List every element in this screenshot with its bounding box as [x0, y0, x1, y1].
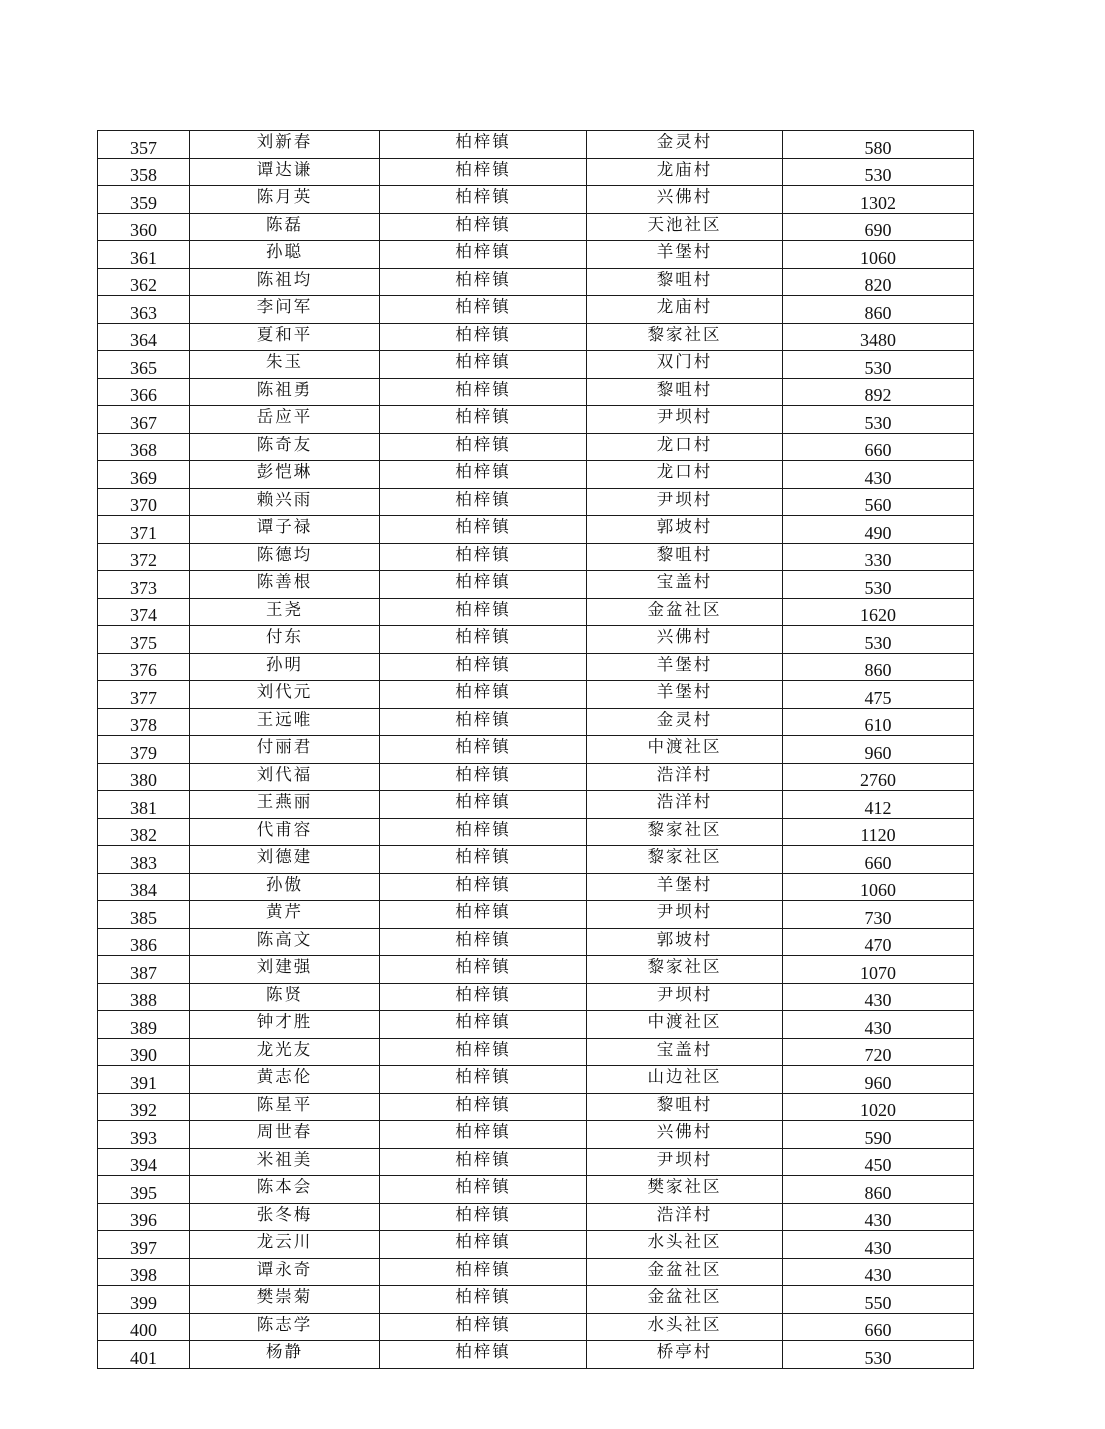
- village-cell: 黎家社区: [587, 846, 783, 874]
- amount-cell: 660: [783, 433, 974, 461]
- row-number-cell: 358: [98, 158, 190, 186]
- amount-cell: 892: [783, 378, 974, 406]
- amount-cell: 860: [783, 1176, 974, 1204]
- name-cell: 李问军: [190, 296, 380, 324]
- town-cell: 柏梓镇: [380, 1341, 587, 1369]
- row-number-cell: 357: [98, 131, 190, 159]
- town-cell: 柏梓镇: [380, 241, 587, 269]
- village-cell: 水头社区: [587, 1231, 783, 1259]
- town-cell: 柏梓镇: [380, 268, 587, 296]
- amount-cell: 470: [783, 928, 974, 956]
- amount-cell: 730: [783, 901, 974, 929]
- row-number-cell: 382: [98, 818, 190, 846]
- name-cell: 陈磊: [190, 213, 380, 241]
- village-cell: 尹坝村: [587, 983, 783, 1011]
- town-cell: 柏梓镇: [380, 653, 587, 681]
- town-cell: 柏梓镇: [380, 901, 587, 929]
- table-row: [98, 213, 974, 241]
- table-row: [98, 708, 974, 736]
- village-cell: 龙庙村: [587, 158, 783, 186]
- row-number-cell: 390: [98, 1038, 190, 1066]
- name-cell: 付东: [190, 626, 380, 654]
- town-cell: 柏梓镇: [380, 1176, 587, 1204]
- amount-cell: 590: [783, 1121, 974, 1149]
- table-row: [98, 736, 974, 764]
- village-cell: 双门村: [587, 351, 783, 379]
- name-cell: 龙云川: [190, 1231, 380, 1259]
- name-cell: 刘代福: [190, 763, 380, 791]
- row-number-cell: 384: [98, 873, 190, 901]
- row-number-cell: 373: [98, 571, 190, 599]
- amount-cell: 820: [783, 268, 974, 296]
- row-number-cell: 385: [98, 901, 190, 929]
- town-cell: 柏梓镇: [380, 543, 587, 571]
- table-row: [98, 186, 974, 214]
- town-cell: 柏梓镇: [380, 736, 587, 764]
- row-number-cell: 396: [98, 1203, 190, 1231]
- name-cell: 陈贤: [190, 983, 380, 1011]
- amount-cell: 860: [783, 653, 974, 681]
- name-cell: 陈星平: [190, 1093, 380, 1121]
- name-cell: 陈志学: [190, 1313, 380, 1341]
- town-cell: 柏梓镇: [380, 708, 587, 736]
- town-cell: 柏梓镇: [380, 791, 587, 819]
- row-number-cell: 383: [98, 846, 190, 874]
- row-number-cell: 364: [98, 323, 190, 351]
- village-cell: 郭坡村: [587, 928, 783, 956]
- amount-cell: 2760: [783, 763, 974, 791]
- table-row: [98, 598, 974, 626]
- town-cell: 柏梓镇: [380, 158, 587, 186]
- amount-cell: 530: [783, 626, 974, 654]
- amount-cell: 530: [783, 406, 974, 434]
- name-cell: 周世春: [190, 1121, 380, 1149]
- amount-cell: 430: [783, 1231, 974, 1259]
- table-row: [98, 323, 974, 351]
- village-cell: 黎咀村: [587, 378, 783, 406]
- table-row: [98, 1011, 974, 1039]
- row-number-cell: 391: [98, 1066, 190, 1094]
- town-cell: 柏梓镇: [380, 186, 587, 214]
- amount-cell: 1060: [783, 873, 974, 901]
- name-cell: 张冬梅: [190, 1203, 380, 1231]
- village-cell: 羊堡村: [587, 653, 783, 681]
- town-cell: 柏梓镇: [380, 213, 587, 241]
- roster-table: [97, 130, 974, 1369]
- amount-cell: 530: [783, 1341, 974, 1369]
- amount-cell: 550: [783, 1286, 974, 1314]
- amount-cell: 450: [783, 1148, 974, 1176]
- village-cell: 浩洋村: [587, 763, 783, 791]
- town-cell: 柏梓镇: [380, 1148, 587, 1176]
- table-row: [98, 461, 974, 489]
- name-cell: 陈德均: [190, 543, 380, 571]
- village-cell: 樊家社区: [587, 1176, 783, 1204]
- row-number-cell: 362: [98, 268, 190, 296]
- town-cell: 柏梓镇: [380, 488, 587, 516]
- amount-cell: 430: [783, 1203, 974, 1231]
- village-cell: 黎家社区: [587, 956, 783, 984]
- village-cell: 黎家社区: [587, 323, 783, 351]
- town-cell: 柏梓镇: [380, 928, 587, 956]
- table-row: [98, 1066, 974, 1094]
- village-cell: 天池社区: [587, 213, 783, 241]
- table-row: [98, 1203, 974, 1231]
- name-cell: 米祖美: [190, 1148, 380, 1176]
- amount-cell: 530: [783, 158, 974, 186]
- village-cell: 兴佛村: [587, 626, 783, 654]
- village-cell: 尹坝村: [587, 406, 783, 434]
- row-number-cell: 401: [98, 1341, 190, 1369]
- amount-cell: 475: [783, 681, 974, 709]
- name-cell: 黄志伦: [190, 1066, 380, 1094]
- table-row: [98, 983, 974, 1011]
- amount-cell: 430: [783, 983, 974, 1011]
- amount-cell: 660: [783, 846, 974, 874]
- table-row: [98, 1176, 974, 1204]
- row-number-cell: 367: [98, 406, 190, 434]
- village-cell: 黎咀村: [587, 268, 783, 296]
- town-cell: 柏梓镇: [380, 433, 587, 461]
- amount-cell: 490: [783, 516, 974, 544]
- village-cell: 羊堡村: [587, 241, 783, 269]
- amount-cell: 960: [783, 736, 974, 764]
- table-row: [98, 681, 974, 709]
- name-cell: 陈善根: [190, 571, 380, 599]
- table-row: [98, 763, 974, 791]
- town-cell: 柏梓镇: [380, 323, 587, 351]
- row-number-cell: 376: [98, 653, 190, 681]
- row-number-cell: 381: [98, 791, 190, 819]
- row-number-cell: 386: [98, 928, 190, 956]
- village-cell: 羊堡村: [587, 681, 783, 709]
- row-number-cell: 399: [98, 1286, 190, 1314]
- amount-cell: 960: [783, 1066, 974, 1094]
- row-number-cell: 379: [98, 736, 190, 764]
- amount-cell: 1020: [783, 1093, 974, 1121]
- amount-cell: 660: [783, 1313, 974, 1341]
- name-cell: 刘建强: [190, 956, 380, 984]
- name-cell: 孙傲: [190, 873, 380, 901]
- town-cell: 柏梓镇: [380, 406, 587, 434]
- amount-cell: 530: [783, 351, 974, 379]
- village-cell: 兴佛村: [587, 186, 783, 214]
- row-number-cell: 377: [98, 681, 190, 709]
- name-cell: 谭永奇: [190, 1258, 380, 1286]
- name-cell: 代甫容: [190, 818, 380, 846]
- village-cell: 浩洋村: [587, 1203, 783, 1231]
- town-cell: 柏梓镇: [380, 1121, 587, 1149]
- amount-cell: 860: [783, 296, 974, 324]
- amount-cell: 690: [783, 213, 974, 241]
- name-cell: 朱玉: [190, 351, 380, 379]
- name-cell: 王燕丽: [190, 791, 380, 819]
- town-cell: 柏梓镇: [380, 1203, 587, 1231]
- row-number-cell: 372: [98, 543, 190, 571]
- row-number-cell: 380: [98, 763, 190, 791]
- village-cell: 黎咀村: [587, 543, 783, 571]
- village-cell: 浩洋村: [587, 791, 783, 819]
- row-number-cell: 360: [98, 213, 190, 241]
- amount-cell: 1620: [783, 598, 974, 626]
- table-row: [98, 1341, 974, 1369]
- name-cell: 钟才胜: [190, 1011, 380, 1039]
- village-cell: 宝盖村: [587, 571, 783, 599]
- town-cell: 柏梓镇: [380, 1093, 587, 1121]
- table-row: [98, 846, 974, 874]
- town-cell: 柏梓镇: [380, 571, 587, 599]
- village-cell: 龙庙村: [587, 296, 783, 324]
- name-cell: 刘德建: [190, 846, 380, 874]
- name-cell: 陈月英: [190, 186, 380, 214]
- table-row: [98, 516, 974, 544]
- row-number-cell: 397: [98, 1231, 190, 1259]
- amount-cell: 1060: [783, 241, 974, 269]
- town-cell: 柏梓镇: [380, 1011, 587, 1039]
- village-cell: 金盆社区: [587, 598, 783, 626]
- town-cell: 柏梓镇: [380, 598, 587, 626]
- row-number-cell: 366: [98, 378, 190, 406]
- table-row: [98, 406, 974, 434]
- table-row: [98, 268, 974, 296]
- table-row: [98, 653, 974, 681]
- table-row: [98, 488, 974, 516]
- table-row: [98, 1313, 974, 1341]
- town-cell: 柏梓镇: [380, 1286, 587, 1314]
- amount-cell: 430: [783, 1258, 974, 1286]
- town-cell: 柏梓镇: [380, 681, 587, 709]
- village-cell: 郭坡村: [587, 516, 783, 544]
- name-cell: 岳应平: [190, 406, 380, 434]
- table-row: [98, 1093, 974, 1121]
- row-number-cell: 392: [98, 1093, 190, 1121]
- name-cell: 陈高文: [190, 928, 380, 956]
- name-cell: 陈祖均: [190, 268, 380, 296]
- town-cell: 柏梓镇: [380, 1258, 587, 1286]
- amount-cell: 1302: [783, 186, 974, 214]
- village-cell: 金灵村: [587, 708, 783, 736]
- name-cell: 黄芹: [190, 901, 380, 929]
- row-number-cell: 400: [98, 1313, 190, 1341]
- village-cell: 龙口村: [587, 433, 783, 461]
- table-row: [98, 131, 974, 159]
- town-cell: 柏梓镇: [380, 763, 587, 791]
- row-number-cell: 370: [98, 488, 190, 516]
- name-cell: 陈奇友: [190, 433, 380, 461]
- amount-cell: 530: [783, 571, 974, 599]
- table-row: [98, 1038, 974, 1066]
- amount-cell: 412: [783, 791, 974, 819]
- town-cell: 柏梓镇: [380, 818, 587, 846]
- amount-cell: 560: [783, 488, 974, 516]
- table-row: [98, 901, 974, 929]
- village-cell: 金盆社区: [587, 1258, 783, 1286]
- town-cell: 柏梓镇: [380, 131, 587, 159]
- village-cell: 尹坝村: [587, 488, 783, 516]
- village-cell: 龙口村: [587, 461, 783, 489]
- name-cell: 陈本会: [190, 1176, 380, 1204]
- name-cell: 赖兴雨: [190, 488, 380, 516]
- row-number-cell: 361: [98, 241, 190, 269]
- roster-table-body: [98, 131, 974, 1369]
- name-cell: 樊崇菊: [190, 1286, 380, 1314]
- name-cell: 王尧: [190, 598, 380, 626]
- row-number-cell: 389: [98, 1011, 190, 1039]
- village-cell: 金盆社区: [587, 1286, 783, 1314]
- table-row: [98, 1258, 974, 1286]
- table-row: [98, 1148, 974, 1176]
- name-cell: 彭恺琳: [190, 461, 380, 489]
- amount-cell: 1070: [783, 956, 974, 984]
- name-cell: 夏和平: [190, 323, 380, 351]
- amount-cell: 430: [783, 461, 974, 489]
- table-row: [98, 543, 974, 571]
- row-number-cell: 393: [98, 1121, 190, 1149]
- row-number-cell: 375: [98, 626, 190, 654]
- village-cell: 中渡社区: [587, 736, 783, 764]
- row-number-cell: 378: [98, 708, 190, 736]
- village-cell: 中渡社区: [587, 1011, 783, 1039]
- table-row: [98, 873, 974, 901]
- table-row: [98, 351, 974, 379]
- village-cell: 尹坝村: [587, 901, 783, 929]
- row-number-cell: 371: [98, 516, 190, 544]
- village-cell: 宝盖村: [587, 1038, 783, 1066]
- name-cell: 龙光友: [190, 1038, 380, 1066]
- town-cell: 柏梓镇: [380, 1231, 587, 1259]
- name-cell: 刘代元: [190, 681, 380, 709]
- village-cell: 山边社区: [587, 1066, 783, 1094]
- row-number-cell: 388: [98, 983, 190, 1011]
- name-cell: 孙明: [190, 653, 380, 681]
- town-cell: 柏梓镇: [380, 873, 587, 901]
- table-row: [98, 1286, 974, 1314]
- amount-cell: 1120: [783, 818, 974, 846]
- table-row: [98, 571, 974, 599]
- amount-cell: 610: [783, 708, 974, 736]
- amount-cell: 720: [783, 1038, 974, 1066]
- table-row: [98, 433, 974, 461]
- town-cell: 柏梓镇: [380, 983, 587, 1011]
- town-cell: 柏梓镇: [380, 296, 587, 324]
- town-cell: 柏梓镇: [380, 1313, 587, 1341]
- amount-cell: 330: [783, 543, 974, 571]
- table-row: [98, 791, 974, 819]
- table-row: [98, 241, 974, 269]
- row-number-cell: 359: [98, 186, 190, 214]
- row-number-cell: 398: [98, 1258, 190, 1286]
- row-number-cell: 374: [98, 598, 190, 626]
- village-cell: 水头社区: [587, 1313, 783, 1341]
- table-row: [98, 158, 974, 186]
- town-cell: 柏梓镇: [380, 378, 587, 406]
- village-cell: 黎咀村: [587, 1093, 783, 1121]
- village-cell: 桥亭村: [587, 1341, 783, 1369]
- amount-cell: 580: [783, 131, 974, 159]
- name-cell: 刘新春: [190, 131, 380, 159]
- row-number-cell: 363: [98, 296, 190, 324]
- name-cell: 王远唯: [190, 708, 380, 736]
- village-cell: 羊堡村: [587, 873, 783, 901]
- town-cell: 柏梓镇: [380, 461, 587, 489]
- table-row: [98, 296, 974, 324]
- town-cell: 柏梓镇: [380, 1038, 587, 1066]
- name-cell: 陈祖勇: [190, 378, 380, 406]
- table-row: [98, 1121, 974, 1149]
- village-cell: 兴佛村: [587, 1121, 783, 1149]
- village-cell: 尹坝村: [587, 1148, 783, 1176]
- village-cell: 黎家社区: [587, 818, 783, 846]
- town-cell: 柏梓镇: [380, 516, 587, 544]
- town-cell: 柏梓镇: [380, 1066, 587, 1094]
- table-row: [98, 928, 974, 956]
- amount-cell: 3480: [783, 323, 974, 351]
- table-row: [98, 956, 974, 984]
- town-cell: 柏梓镇: [380, 351, 587, 379]
- name-cell: 谭子禄: [190, 516, 380, 544]
- row-number-cell: 368: [98, 433, 190, 461]
- table-row: [98, 378, 974, 406]
- name-cell: 付丽君: [190, 736, 380, 764]
- village-cell: 金灵村: [587, 131, 783, 159]
- town-cell: 柏梓镇: [380, 626, 587, 654]
- name-cell: 谭达谦: [190, 158, 380, 186]
- table-row: [98, 626, 974, 654]
- name-cell: 孙聪: [190, 241, 380, 269]
- town-cell: 柏梓镇: [380, 846, 587, 874]
- row-number-cell: 369: [98, 461, 190, 489]
- town-cell: 柏梓镇: [380, 956, 587, 984]
- name-cell: 杨静: [190, 1341, 380, 1369]
- row-number-cell: 387: [98, 956, 190, 984]
- row-number-cell: 394: [98, 1148, 190, 1176]
- table-row: [98, 818, 974, 846]
- table-row: [98, 1231, 974, 1259]
- row-number-cell: 365: [98, 351, 190, 379]
- row-number-cell: 395: [98, 1176, 190, 1204]
- amount-cell: 430: [783, 1011, 974, 1039]
